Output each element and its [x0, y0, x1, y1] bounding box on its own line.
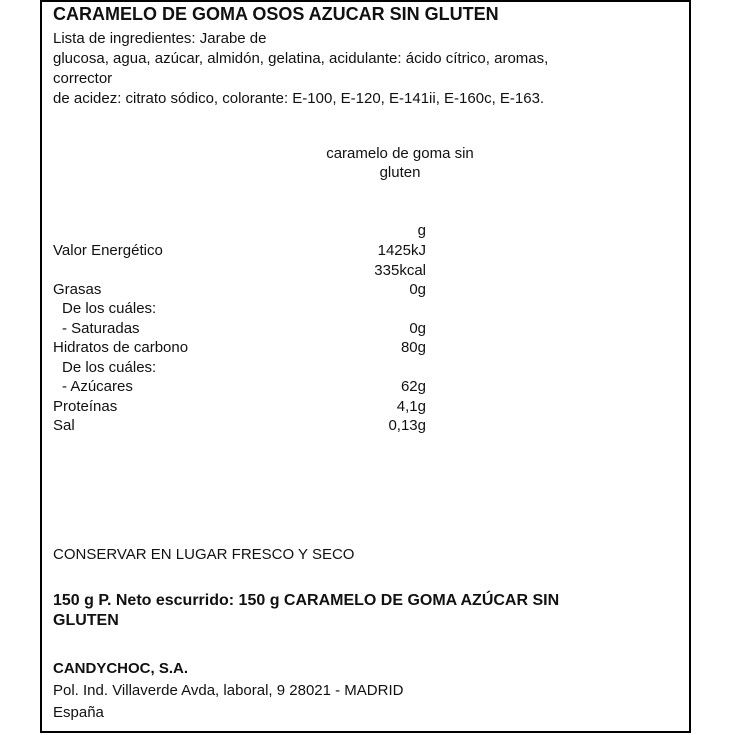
nutrition-unit: g	[417, 222, 426, 239]
nutrition-column-header-2: gluten	[379, 164, 421, 181]
nutrition-row-label: Sal	[53, 417, 75, 434]
net-weight-line-2: GLUTEN	[53, 612, 119, 629]
nutrition-row-label: De los cuáles:	[62, 359, 157, 376]
product-title: CARAMELO DE GOMA OSOS AZUCAR SIN GLUTEN	[53, 4, 499, 24]
company-address: Pol. Ind. Villaverde Avda, laboral, 9 28021 - MADRID	[53, 682, 404, 699]
nutrition-row-value: 0,13g	[388, 417, 426, 434]
nutrition-row-label: Grasas	[53, 281, 102, 298]
net-weight-line-1: 150 g P. Neto escurrido: 150 g CARAMELO DE GOMA AZÚCAR SIN	[53, 592, 560, 609]
ingredients-line-2: glucosa, agua, azúcar, almidón, gelatina, acidulante: ácido cítrico, aromas,	[53, 50, 549, 67]
ingredients-line-4: de acidez: citrato sódico, colorante: E-100, E-120, E-141ii, E-160c, E-163.	[53, 90, 545, 107]
nutrition-row-value: 4,1g	[396, 398, 426, 415]
nutrition-row-value: 335kcal	[374, 262, 426, 279]
nutrition-row-value: 62g	[400, 378, 426, 395]
nutrition-row-label: - Saturadas	[62, 320, 140, 337]
nutrition-row-value: 0g	[409, 320, 426, 337]
company-name: CANDYCHOC, S.A.	[53, 660, 189, 677]
nutrition-row-label: - Azúcares	[62, 378, 133, 395]
nutrition-row-label: Hidratos de carbono	[53, 339, 189, 356]
ingredients-line-1: Lista de ingredientes: Jarabe de	[53, 30, 267, 47]
storage-instructions: CONSERVAR EN LUGAR FRESCO Y SECO	[53, 546, 355, 563]
nutrition-row-label: Proteínas	[53, 398, 118, 415]
nutrition-row-value: 1425kJ	[377, 242, 426, 259]
nutrition-row-label: De los cuáles:	[62, 300, 157, 317]
company-country: España	[53, 704, 104, 721]
nutrition-row-label: Valor Energético	[53, 242, 163, 259]
ingredients-line-3: corrector	[53, 70, 113, 87]
nutrition-column-header-1: caramelo de goma sin	[326, 145, 474, 162]
nutrition-row-value: 0g	[409, 281, 426, 298]
nutrition-row-value: 80g	[400, 339, 426, 356]
